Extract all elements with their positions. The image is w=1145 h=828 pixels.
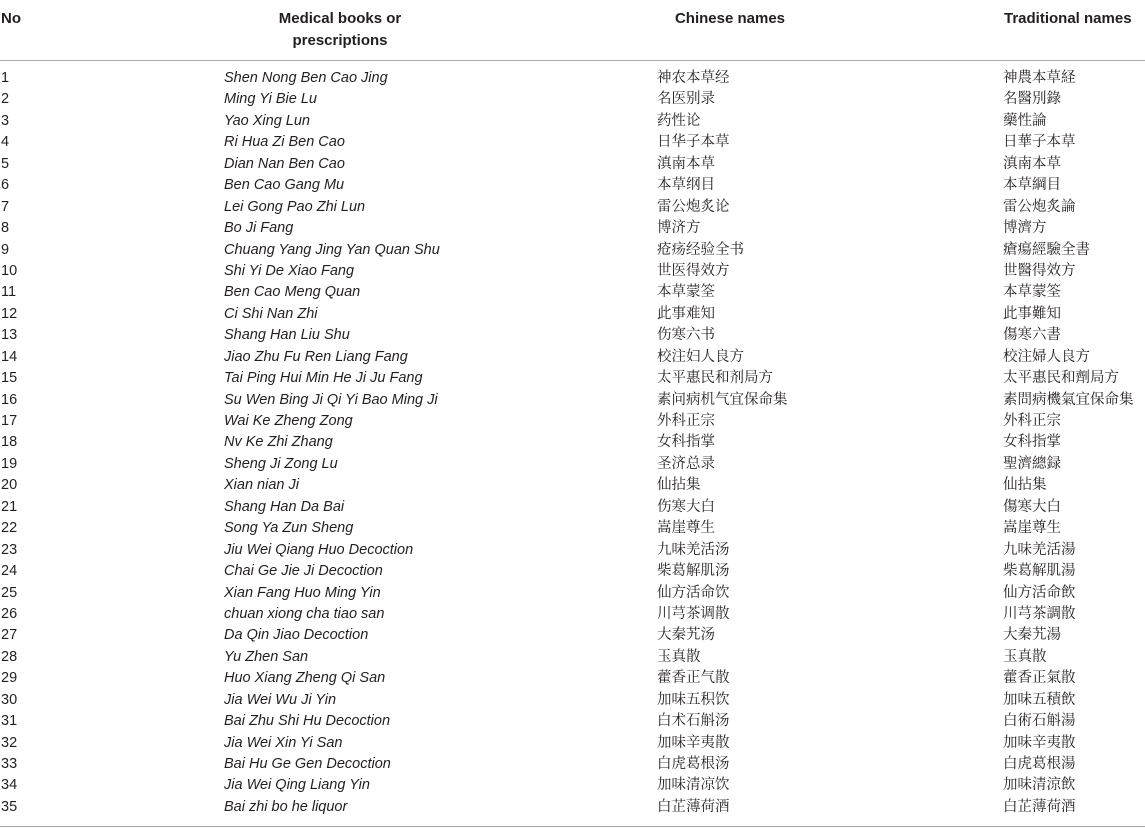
- cell-no: 13: [1, 327, 18, 344]
- cell-medical-book: Jia Wei Qing Liang Yin: [224, 777, 370, 794]
- cell-chinese-name: 素问病机气宜保命集: [657, 391, 788, 408]
- cell-medical-book: Tai Ping Hui Min He Ji Ju Fang: [224, 370, 423, 387]
- cell-medical-book: Song Ya Zun Sheng: [224, 520, 354, 537]
- table-row: [0, 733, 1145, 754]
- cell-medical-book: chuan xiong cha tiao san: [224, 605, 385, 622]
- cell-medical-book: Wai Ke Zheng Zong: [224, 413, 353, 429]
- cell-chinese-name: 神农本草经: [657, 70, 730, 86]
- cell-medical-book: Ming Yi Bie Lu: [224, 91, 317, 108]
- cell-traditional-name: 九味羌活湯: [1003, 541, 1076, 558]
- table-row: [0, 368, 1145, 389]
- cell-chinese-name: 伤寒大白: [657, 498, 715, 515]
- cell-no: 12: [1, 305, 18, 322]
- cell-traditional-name: 本草蒙筌: [1003, 284, 1061, 301]
- cell-chinese-name: 此事难知: [657, 305, 715, 322]
- cell-traditional-name: 太平惠民和劑局方: [1003, 370, 1119, 387]
- cell-traditional-name: 校注婦人良方: [1003, 348, 1090, 365]
- cell-traditional-name: 加味清涼飲: [1003, 777, 1076, 794]
- cell-medical-book: Xian nian Ji: [224, 477, 299, 494]
- cell-chinese-name: 世医得效方: [657, 262, 730, 279]
- cell-medical-book: Shi Yi De Xiao Fang: [224, 262, 355, 279]
- cell-medical-book: Bo Ji Fang: [224, 220, 294, 237]
- cell-traditional-name: 雷公炮炙論: [1003, 198, 1076, 215]
- cell-traditional-name: 此事難知: [1003, 305, 1061, 322]
- cell-no: 32: [1, 734, 18, 751]
- cell-traditional-name: 白芷薄荷酒: [1003, 798, 1076, 815]
- cell-no: 29: [1, 670, 18, 687]
- cell-medical-book: Yu Zhen San: [224, 648, 309, 665]
- table-row: [0, 668, 1145, 689]
- table-row: [0, 154, 1145, 175]
- cell-chinese-name: 伤寒六书: [657, 327, 715, 344]
- table-header: [0, 0, 1145, 60]
- table-row: [0, 411, 1145, 432]
- cell-chinese-name: 仙拈集: [657, 477, 701, 494]
- cell-traditional-name: 名醫別錄: [1003, 91, 1061, 108]
- cell-medical-book: Sheng Ji Zong Lu: [224, 455, 338, 472]
- cell-medical-book: Jiu Wei Qiang Huo Decoction: [224, 541, 414, 558]
- table-row: [0, 583, 1145, 604]
- cell-no: 30: [1, 691, 18, 708]
- table-row: [0, 604, 1145, 625]
- cell-medical-book: Su Wen Bing Ji Qi Yi Bao Ming Ji: [224, 391, 438, 408]
- table-row: [0, 497, 1145, 518]
- cell-chinese-name: 本草蒙筌: [657, 284, 715, 301]
- cell-chinese-name: 白术石斛汤: [657, 713, 730, 730]
- table-row: [0, 711, 1145, 732]
- table-row: [0, 282, 1145, 303]
- cell-traditional-name: 柴葛解肌湯: [1003, 563, 1076, 580]
- cell-traditional-name: 聖濟總録: [1003, 455, 1061, 472]
- header-traditional-names: Traditional names: [1004, 10, 1132, 27]
- cell-medical-book: Dian Nan Ben Cao: [224, 155, 345, 172]
- cell-medical-book: Da Qin Jiao Decoction: [224, 627, 369, 644]
- cell-no: 1: [1, 70, 10, 86]
- table-row: [0, 197, 1145, 218]
- cell-chinese-name: 加味清凉饮: [657, 777, 730, 794]
- cell-traditional-name: 傷寒六書: [1003, 327, 1061, 344]
- table-row: [0, 111, 1145, 132]
- cell-no: 26: [1, 605, 18, 622]
- table-row: [0, 561, 1145, 582]
- cell-medical-book: Chai Ge Jie Ji Decoction: [224, 563, 383, 580]
- cell-traditional-name: 白虎葛根湯: [1003, 756, 1076, 772]
- cell-traditional-name: 滇南本草: [1003, 155, 1061, 172]
- cell-no: 25: [1, 584, 18, 601]
- cell-medical-book: Ci Shi Nan Zhi: [224, 305, 318, 322]
- cell-no: 24: [1, 563, 18, 580]
- cell-no: 8: [1, 220, 10, 237]
- table-body: [0, 68, 1145, 818]
- table-row: [0, 89, 1145, 110]
- table-row: [0, 132, 1145, 153]
- cell-chinese-name: 九味羌活汤: [657, 541, 730, 558]
- cell-traditional-name: 本草綱目: [1003, 177, 1061, 194]
- cell-no: 15: [1, 370, 18, 387]
- cell-traditional-name: 瘡瘍經驗全書: [1003, 241, 1090, 258]
- cell-traditional-name: 素問病機氣宜保命集: [1003, 391, 1134, 408]
- cell-traditional-name: 大秦艽湯: [1003, 627, 1061, 644]
- cell-no: 34: [1, 777, 18, 794]
- table-bottom-rule: [0, 826, 1145, 827]
- cell-traditional-name: 嵩崖尊生: [1003, 520, 1061, 537]
- table-row: [0, 754, 1145, 775]
- cell-medical-book: Bai Hu Ge Gen Decoction: [224, 756, 391, 772]
- cell-no: 6: [1, 177, 10, 194]
- cell-chinese-name: 疮疡经验全书: [657, 241, 744, 258]
- cell-chinese-name: 圣济总录: [657, 455, 715, 472]
- cell-traditional-name: 神農本草経: [1003, 70, 1076, 86]
- table-row: [0, 304, 1145, 325]
- table-row: [0, 218, 1145, 239]
- table-row: [0, 625, 1145, 646]
- cell-chinese-name: 本草纲目: [657, 177, 715, 194]
- cell-traditional-name: 外科正宗: [1003, 413, 1061, 429]
- table-row: [0, 454, 1145, 475]
- cell-no: 20: [1, 477, 18, 494]
- cell-chinese-name: 校注妇人良方: [657, 348, 744, 365]
- cell-chinese-name: 太平惠民和剂局方: [657, 370, 773, 387]
- cell-medical-book: Huo Xiang Zheng Qi San: [224, 670, 386, 687]
- header-medical-books: [250, 8, 430, 52]
- table-row: [0, 690, 1145, 711]
- cell-medical-book: Bai Zhu Shi Hu Decoction: [224, 713, 391, 730]
- cell-traditional-name: 博濟方: [1003, 220, 1047, 237]
- cell-medical-book: Chuang Yang Jing Yan Quan Shu: [224, 241, 440, 258]
- cell-no: 3: [1, 112, 10, 129]
- cell-traditional-name: 日華子本草: [1003, 134, 1076, 151]
- cell-traditional-name: 加味辛夷散: [1003, 734, 1076, 751]
- cell-chinese-name: 女科指掌: [657, 434, 715, 451]
- cell-chinese-name: 玉真散: [657, 648, 701, 665]
- cell-traditional-name: 藿香正氣散: [1003, 670, 1076, 687]
- table-row: [0, 240, 1145, 261]
- cell-chinese-name: 大秦艽汤: [657, 627, 715, 644]
- cell-traditional-name: 藥性論: [1003, 112, 1047, 129]
- table-row: [0, 347, 1145, 368]
- cell-medical-book: Ri Hua Zi Ben Cao: [224, 134, 345, 151]
- cell-chinese-name: 滇南本草: [657, 155, 715, 172]
- table-row: [0, 261, 1145, 282]
- table-row: [0, 775, 1145, 796]
- cell-medical-book: Ben Cao Gang Mu: [224, 177, 345, 194]
- cell-no: 2: [1, 91, 10, 108]
- cell-no: 9: [1, 241, 10, 258]
- cell-chinese-name: 仙方活命饮: [657, 584, 730, 601]
- cell-no: 16: [1, 391, 18, 408]
- cell-chinese-name: 加味辛夷散: [657, 734, 730, 751]
- cell-medical-book: Jia Wei Wu Ji Yin: [224, 691, 337, 708]
- cell-chinese-name: 嵩崖尊生: [657, 520, 715, 537]
- cell-medical-book: Jiao Zhu Fu Ren Liang Fang: [224, 348, 408, 365]
- cell-chinese-name: 柴葛解肌汤: [657, 563, 730, 580]
- cell-no: 14: [1, 348, 18, 365]
- table-row: [0, 390, 1145, 411]
- cell-traditional-name: 傷寒大白: [1003, 498, 1061, 515]
- table-row: [0, 797, 1145, 818]
- cell-traditional-name: 仙拈集: [1003, 477, 1047, 494]
- header-divider: [0, 60, 1145, 61]
- table-row: [0, 432, 1145, 453]
- cell-chinese-name: 雷公炮炙论: [657, 198, 730, 215]
- cell-medical-book: Shen Nong Ben Cao Jing: [224, 70, 388, 86]
- cell-traditional-name: 川芎茶調散: [1003, 605, 1076, 622]
- table-row: [0, 518, 1145, 539]
- table-row: [0, 647, 1145, 668]
- cell-traditional-name: 世醫得效方: [1003, 262, 1076, 279]
- cell-medical-book: Shang Han Da Bai: [224, 498, 345, 515]
- cell-no: 22: [1, 520, 18, 537]
- cell-no: 19: [1, 455, 18, 472]
- cell-no: 4: [1, 134, 10, 151]
- cell-traditional-name: 仙方活命飲: [1003, 584, 1076, 601]
- cell-medical-book: Yao Xing Lun: [224, 112, 310, 129]
- cell-chinese-name: 博济方: [657, 220, 701, 237]
- cell-chinese-name: 加味五积饮: [657, 691, 730, 708]
- cell-medical-book: Bai zhi bo he liquor: [224, 798, 348, 815]
- cell-no: 31: [1, 713, 18, 730]
- cell-no: 23: [1, 541, 18, 558]
- cell-no: 7: [1, 198, 10, 215]
- cell-no: 27: [1, 627, 18, 644]
- cell-no: 10: [1, 262, 18, 279]
- cell-traditional-name: 白術石斛湯: [1003, 713, 1076, 730]
- cell-chinese-name: 外科正宗: [657, 413, 715, 429]
- cell-traditional-name: 加味五積飲: [1003, 691, 1076, 708]
- cell-traditional-name: 女科指掌: [1003, 434, 1061, 451]
- cell-no: 33: [1, 756, 18, 772]
- cell-medical-book: Ben Cao Meng Quan: [224, 284, 361, 301]
- cell-no: 18: [1, 434, 18, 451]
- cell-chinese-name: 藿香正气散: [657, 670, 730, 687]
- cell-medical-book: Shang Han Liu Shu: [224, 327, 350, 344]
- table-row: [0, 175, 1145, 196]
- cell-no: 11: [1, 284, 17, 301]
- cell-no: 28: [1, 648, 18, 665]
- header-chinese-names: Chinese names: [674, 10, 786, 27]
- table-row: [0, 68, 1145, 89]
- header-medical-books-line2: prescriptions: [292, 32, 388, 49]
- cell-chinese-name: 名医别录: [657, 91, 715, 108]
- header-no: No: [1, 10, 21, 27]
- cell-medical-book: Nv Ke Zhi Zhang: [224, 434, 333, 451]
- cell-medical-book: Lei Gong Pao Zhi Lun: [224, 198, 366, 215]
- cell-chinese-name: 白芷薄荷酒: [657, 798, 730, 815]
- cell-traditional-name: 玉真散: [1003, 648, 1047, 665]
- table-row: [0, 475, 1145, 496]
- cell-no: 5: [1, 155, 10, 172]
- cell-medical-book: Xian Fang Huo Ming Yin: [224, 584, 381, 601]
- cell-chinese-name: 药性论: [657, 112, 701, 129]
- cell-no: 35: [1, 798, 18, 815]
- cell-no: 21: [1, 498, 18, 515]
- cell-chinese-name: 白虎葛根汤: [657, 756, 730, 772]
- cell-chinese-name: 日华子本草: [657, 134, 730, 151]
- table-row: [0, 325, 1145, 346]
- cell-chinese-name: 川芎茶调散: [657, 605, 730, 622]
- cell-no: 17: [1, 413, 18, 429]
- table-row: [0, 540, 1145, 561]
- cell-medical-book: Jia Wei Xin Yi San: [224, 734, 343, 751]
- header-medical-books-line1: Medical books or: [278, 10, 402, 27]
